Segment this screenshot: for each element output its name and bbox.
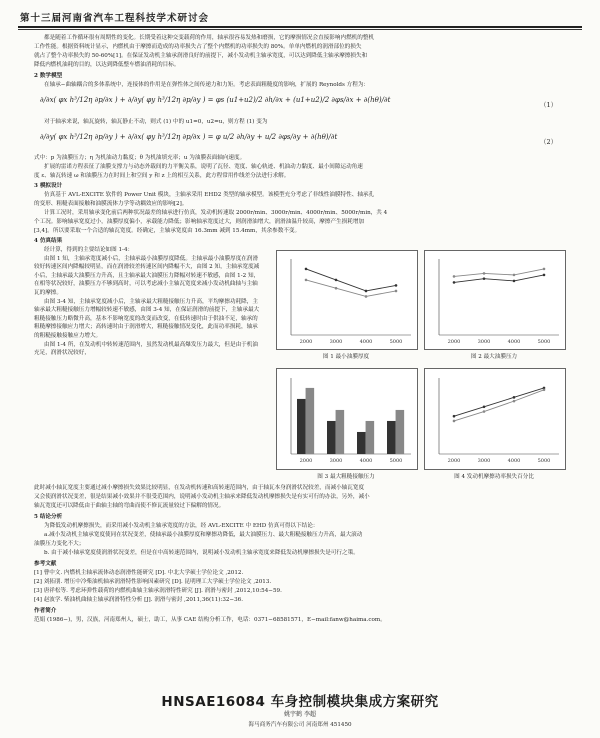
results-tail-line: 又会使润滑状况变差，很是结果减小效果并不很受范围内，说明减小发动机主轴承来降低发动机摩擦损失是有实可行的办法，另外，减小 — [34, 494, 370, 500]
x-tick-label: 3000 — [329, 339, 343, 345]
data-point — [513, 274, 516, 277]
x-tick-label: 4000 — [359, 458, 373, 464]
data-point — [543, 389, 546, 392]
x-tick-label: 2000 — [299, 339, 313, 345]
intro-line: 都是随着工作循环很有周期性的变化。长期受着这种交变载荷的作用，轴承很容易发热和磨损，它的摩损情况会直接影响内燃机的整机 — [44, 35, 375, 41]
data-point — [453, 415, 456, 418]
series-line — [306, 269, 396, 291]
figure-2-chart — [425, 251, 565, 349]
conclusion-line: a.减小发动机主轴承宽度使同在状况变差，使轴承最小油膜厚度和摩擦功降低，最大油膜压力、最大粗糙接触压力升高，最大滚动 — [44, 532, 363, 538]
x-tick-label: 2000 — [299, 458, 313, 464]
running-header: 第十三届河南省汽车工程科技学术研讨会 — [20, 13, 210, 24]
x-tick-label: 5000 — [537, 339, 551, 345]
conclusion-line: 为降低发动机摩擦损失，而采用减小发动机主轴承宽度的方法，经 AVL-EXCITE 中 EHD 仿真可得以下结论： — [44, 523, 319, 529]
intro-line: 工作性能。根据资料统计显示，内燃机由于摩擦而造成的功率损失占了整个内燃机的功率损失的 80%。单单内燃机的润滑部位的损失 — [34, 44, 362, 50]
references-title: 参考文献 — [34, 561, 57, 567]
model-symbols: 式中：p 为油膜压力；η 为机油动力黏度；θ 为机油填充率；u 为油膜表面轴向速度。 — [34, 155, 246, 161]
next-article-authors: 姚宇鹤 李超 — [284, 711, 316, 718]
series-line — [454, 388, 544, 416]
data-point — [305, 268, 308, 271]
design-line: 的变形、粗糙表面接触和油膜流体力学等动耦效应的影响[2]。 — [34, 201, 188, 207]
data-point — [395, 290, 398, 293]
intro-line: 降低内燃机油耗的目的，以达到降低整车燃油消耗的目标。 — [34, 62, 180, 68]
results-column — [34, 246, 262, 358]
data-point — [543, 274, 546, 277]
figure-4-chart — [425, 369, 565, 469]
x-tick-label: 5000 — [537, 458, 551, 464]
x-tick-label: 3000 — [477, 458, 491, 464]
data-point — [513, 400, 516, 403]
author-intro-title: 作者简介 — [34, 608, 57, 614]
design-line: 个工况。影响轴承宽度过小，油膜厚度偏小，承载能力降低；影响轴承宽度过大，则润滑油增大，润滑油温升较高，摩擦产生损耗增加 — [34, 219, 365, 225]
bar — [297, 399, 306, 454]
data-point — [365, 295, 368, 298]
data-point — [483, 410, 486, 413]
results-paragraph: 由图 1-4 所，在发动机中转转速范围内，虽然发动机最高爆发压力最大，但是由于机油充足，润滑状况较好， — [34, 341, 258, 357]
x-tick-label: 4000 — [359, 339, 373, 345]
data-point — [453, 275, 456, 278]
results-tail-line: 此时减小轴瓦宽度主要通过减小摩擦损失效果比较明显，在发动机转速和高转速范围内，由于轴瓦本身润滑状况较差，而减小轴瓦宽度 — [34, 485, 365, 491]
figure-1 — [276, 250, 418, 350]
reference-item: [3] 唐祥松等. 考虑环弹性载荷的内燃机曲轴主轴承润滑特性研究 [J]. 润滑与密封 ,2012,10:54−59. — [34, 588, 282, 594]
next-article-title: HNSAE16084 车身控制模块集成方案研究 — [161, 694, 439, 710]
x-tick-label: 5000 — [389, 458, 403, 464]
figure-1-chart — [277, 251, 417, 349]
figure-4 — [424, 368, 566, 470]
model-paragraph: 在轴承−曲轴耦合的多体系统中，连接体的作用是在弹性体之间传递力和力矩。考虑表面粗糙度的影响，扩展的 Reynolds 方程为： — [44, 82, 370, 88]
data-point — [513, 396, 516, 399]
data-point — [365, 290, 368, 293]
x-tick-label: 2000 — [447, 339, 461, 345]
design-line: [3,4]。所以要采取一个合适的轴瓦宽度。经确定，主轴承宽度由 16.3mm 减到 15.4mm，其余参数不变。 — [34, 228, 301, 234]
results-tail-line: 轴瓦宽度还可以降低由于曲轴主轴的弯曲而使不修瓦流量较过下偏解的情况。 — [34, 503, 225, 509]
x-tick-label: 2000 — [447, 458, 461, 464]
reference-item: [4] 赵波学. 柴油机曲轴主轴承润滑特性分析 [J]. 润滑与密封 ,2011,36(11):32−36. — [34, 597, 244, 603]
bar — [387, 421, 396, 454]
x-tick-label: 3000 — [477, 339, 491, 345]
data-point — [543, 268, 546, 271]
header-rule-thin — [18, 29, 582, 30]
results-paragraph: 由图 1 知，主轴承宽度减小后，主轴承最小油膜厚度降低。主轴承最小油膜厚度在润滑较好转速区间内降幅较明显，而在润滑较差转速区间内降幅不大，由图 2 知，主轴承宽度减小后，主轴承最大油膜压力升高，且主轴承最大油膜压力降幅对转速不敏感，由图 1-2 知，在相等状况较好，油膜压力不够到高时，可以考虑减小主轴瓦宽度来减小发动机曲轴与主轴瓦的摩擦。 — [34, 255, 260, 296]
data-point — [395, 284, 398, 287]
bar — [306, 388, 315, 454]
conclusion-line: b. 由于减小轴承宽度使润滑状况变差，但是在中高转速范围内，说明减小发动机主轴承宽度来降低发动机摩擦损失是可行之策。 — [44, 550, 359, 556]
design-line: 计算工况时，采用轴承变化前后两种状况最差的轴承进行仿真，发动机转速取 2000r/min、3000r/min、4000r/min、5000r/min，共 4 — [44, 210, 388, 216]
data-point — [453, 420, 456, 423]
equation-1-number: （1） — [540, 101, 558, 109]
bar — [366, 421, 375, 454]
figure-2 — [424, 250, 566, 350]
equation-2: ∂/∂y( φx h³/12η ∂p/∂y ) + ∂/∂x( φy h³/12η ∂p/∂x ) = φ u/2 ∂h/∂y + u/2 ∂φs/∂y + ∂(hθ)/∂t — [40, 133, 338, 141]
bar — [396, 410, 405, 454]
model-paragraph: 扩展的雷诺方程表征了油膜支撑力与动态外载间的力平衡关系，说明了瓦径、宽度、轴心轨迹、机油动力黏度、最小间隙运动角速 — [44, 164, 363, 170]
x-tick-label: 4000 — [507, 458, 521, 464]
figure-3 — [276, 368, 418, 470]
figure-2-caption: 图 2 最大油膜压力 — [470, 354, 518, 360]
figure-1-caption: 图 1 最小油膜厚度 — [322, 354, 370, 360]
equation-1: ∂/∂x( φx h³/12η ∂p/∂x ) + ∂/∂y( φy h³/12η ∂p/∂y ) = φs (u1+u2)/2 ∂h/∂x + (u1+u2)/2 ∂φs/∂x + ∂(hθ)/∂t — [40, 96, 391, 104]
figure-4-caption: 图 4 发动机摩擦功率损失百分比 — [454, 474, 534, 480]
header-rule — [18, 26, 582, 28]
series-line — [454, 390, 544, 421]
series-line — [454, 275, 544, 283]
bar — [336, 410, 345, 454]
data-point — [305, 279, 308, 282]
data-point — [453, 281, 456, 284]
data-point — [513, 280, 516, 283]
data-point — [483, 277, 486, 280]
section-title-results: 4 仿真结果 — [34, 238, 63, 244]
model-paragraph: 度 ɛ、轴瓦转速 ω 和油膜压力在时间上和空间 y 和 z 上的相互关系，此方程常用作线差分法进行求解。 — [34, 173, 290, 179]
bar — [327, 421, 336, 454]
data-point — [335, 287, 338, 290]
data-point — [483, 405, 486, 408]
figure-3-caption: 图 3 最大粗糙接触压力 — [317, 474, 375, 480]
reference-item: [2] 刘拓朋. 增压中冷柴油机轴承润滑特性影响因素研究 [D]. 昆明理工大学硕士学位论文 ,2013. — [34, 579, 272, 585]
next-article-affiliation: 海马商务汽车有限公司 河南郑州 451450 — [248, 722, 352, 728]
equation-2-number: （2） — [540, 138, 558, 146]
results-paragraph: 由图 3-4 知，主轴承宽度减小后，主轴承最大粗糙接触压力升高，平均摩擦功耗降，主轴承最大粗糙接触压力增幅较转速不敏感，由图 3-4 知，在保证润滑的前提下，主轴承最大粗糙接触压力略微升高，基本不影响宽度的改变而改变，在低转速时由于供油不足，轴承的粗糙摩擦接触应力增大；高转速时由于润滑增大，粗糙接触情况变化，此而功率损耗，轴承的粗糙接触接触应力增大。 — [34, 298, 260, 339]
model-paragraph: 对于轴承来说，轴瓦旋转，轴瓦静止不动，则式 (1) 中的 u1=0，u2=u，则方程 (1) 变为 — [44, 119, 268, 125]
author-intro-text: 范娟 (1986−)，男，汉族，河南郑州人，硕士，助工，从事 CAE 结构分析工作，电话：0371−68581571，E−mail:fanw@haima.com。 — [34, 617, 386, 623]
section-title-conclusion: 5 结论分析 — [34, 514, 63, 520]
x-tick-label: 4000 — [507, 339, 521, 345]
series-line — [454, 269, 544, 277]
section-title-design: 3 模拟设计 — [34, 183, 63, 189]
data-point — [335, 279, 338, 282]
results-paragraph: 经计算，得到的主要结论如图 1-4： — [44, 247, 134, 253]
conclusion-line: 油膜压力变化不大； — [34, 541, 85, 547]
intro-line: 就占了整个功率损失的 50-60%[1]。在保证发动机主轴承润滑良好的前提下，减小发动机主轴承宽度，可以达到降低主轴承摩擦损失和 — [34, 53, 368, 59]
x-tick-label: 5000 — [389, 339, 403, 345]
bar — [357, 432, 366, 454]
section-title-model: 2 数学模型 — [34, 73, 63, 79]
data-point — [483, 272, 486, 275]
design-line: 仿真基于 AVL-EXCITE 软件的 Power Unit 模块，主轴承采用 EHD2 类型的轴承模型。该模型充分考虑了非线性油膜特性、轴承孔 — [44, 192, 375, 198]
reference-item: [1] 曹中文. 内燃机主轴承流体动态润滑性能研究 [D]. 中北大学硕士学位论文 ,2012. — [34, 570, 244, 576]
figure-3-chart — [277, 369, 417, 469]
x-tick-label: 3000 — [329, 458, 343, 464]
